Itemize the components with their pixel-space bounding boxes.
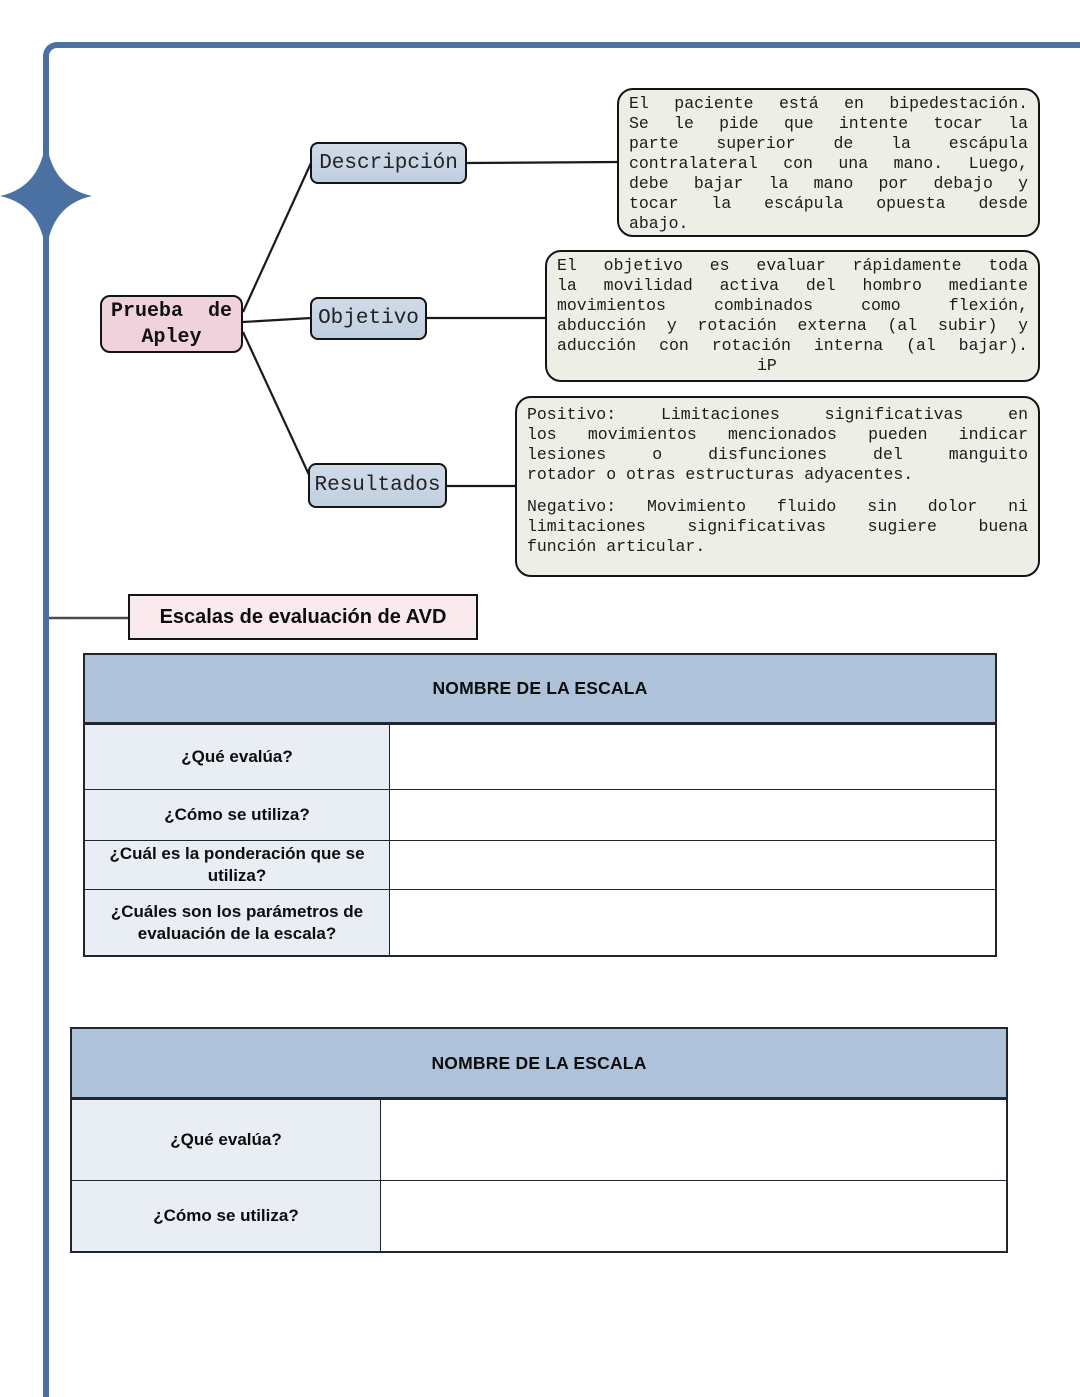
branch-label-resultados (308, 463, 447, 508)
text-line: El paciente está en bipedestación. (629, 94, 1028, 113)
table2-row-label-que-evalua: ¿Qué evalúa? (72, 1100, 381, 1180)
text-line: contralateral con una mano. Luego, (629, 154, 1028, 173)
table1-row-value-como-se-utiliza (390, 789, 995, 840)
descripcion-text (629, 94, 1028, 234)
content-box-descripcion (617, 88, 1040, 237)
text-line: tocar la escápula opuesta desde (629, 194, 1028, 213)
text-line: abducción y rotación externa (al subir) y (557, 316, 1028, 335)
branch-label-resultados-text: Resultados (314, 474, 441, 497)
table1-row-label-ponderacion: ¿Cuál es la ponderación que se utiliza? (85, 840, 390, 889)
objetivo-text (557, 256, 1028, 356)
content-box-objetivo (545, 250, 1040, 382)
table1-row-label-parametros: ¿Cuáles son los parámetros de evaluación de la escala? (85, 889, 390, 955)
text-line: movimientos combinados como flexión, (557, 296, 1028, 315)
table1-row-value-parametros (390, 889, 995, 955)
section-title-text: Escalas de evaluación de AVD (159, 605, 447, 628)
scale-table-1 (83, 653, 997, 957)
text-line: Se le pide que intente tocar la (629, 114, 1028, 133)
table1-row-label-como-se-utiliza: ¿Cómo se utiliza? (85, 789, 390, 840)
branch-label-descripcion (310, 142, 467, 184)
text-line: la movilidad activa del hombro mediante (557, 276, 1028, 295)
resultados-negativo-text (527, 497, 1028, 557)
text-line: lesiones o disfunciones del manguito (527, 445, 1028, 464)
root-node-label-line1: Prueba de (111, 300, 232, 323)
stray-text: iP (757, 356, 777, 375)
branch-label-descripcion-text: Descripción (319, 151, 458, 175)
branch-label-objetivo (310, 297, 427, 340)
text-line: los movimientos mencionados pueden indicar (527, 425, 1028, 444)
text-line: aducción con rotación interna (al bajar). (557, 336, 1028, 355)
root-node-prueba-de-apley (100, 295, 243, 353)
text-line: función articular. (527, 537, 706, 556)
table1-header: NOMBRE DE LA ESCALA (85, 655, 995, 725)
text-line: rotador o otras estructuras adyacentes. (527, 465, 914, 484)
text-line: abajo. (629, 214, 689, 233)
table2-row-label-como-se-utiliza: ¿Cómo se utiliza? (72, 1180, 381, 1251)
resultados-positivo-text (527, 405, 1028, 485)
branch-label-objetivo-text: Objetivo (318, 307, 419, 330)
text-line: parte superior de la escápula (629, 134, 1028, 153)
table1-row-value-ponderacion (390, 840, 995, 889)
text-line: limitaciones significativas sugiere buena (527, 517, 1028, 536)
text-line: El objetivo es evaluar rápidamente toda (557, 256, 1028, 275)
table1-row-value-que-evalua (390, 725, 995, 789)
table2-header: NOMBRE DE LA ESCALA (72, 1029, 1006, 1100)
table1-row-label-que-evalua: ¿Qué evalúa? (85, 725, 390, 789)
scale-table-2 (70, 1027, 1008, 1253)
table2-row-value-como-se-utiliza (381, 1180, 1006, 1251)
text-line: debe bajar la mano por debajo y (629, 174, 1028, 193)
text-line: Positivo: Limitaciones significativas en (527, 405, 1028, 424)
table2-row-value-que-evalua (381, 1100, 1006, 1180)
section-title-escalas-avd (128, 594, 478, 640)
text-line: Negativo: Movimiento fluido sin dolor ni (527, 497, 1028, 516)
root-node-label-line2: Apley (141, 326, 202, 349)
content-box-resultados (515, 396, 1040, 577)
